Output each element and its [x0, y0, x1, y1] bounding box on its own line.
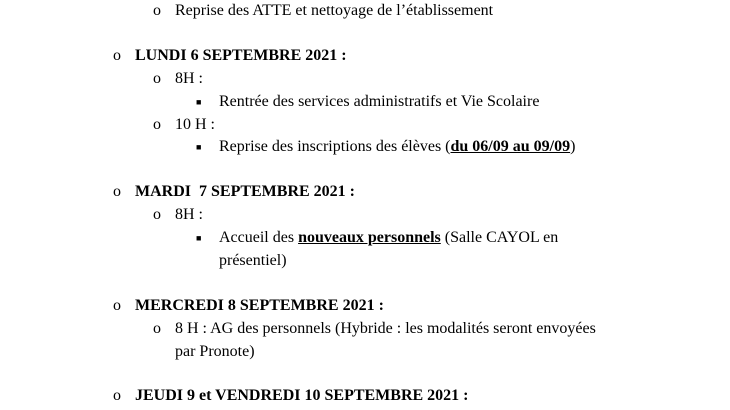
subitem-text-part: Accueil des [219, 229, 299, 246]
subitem-text-part: ) [570, 138, 576, 155]
list-subitem-text: Rentrée des services administratifs et Vie Scolaire [219, 93, 540, 110]
square-bullet-icon: ■ [196, 97, 202, 107]
subitem-text-emphasis: nouveaux personnels [298, 229, 441, 246]
subitem-text-emphasis: du 06/09 au 09/09 [450, 138, 571, 155]
list-item-text: Reprise des ATTE et nettoyage de l’établissement [175, 2, 494, 19]
list-item-text-continued: par Pronote) [175, 343, 255, 360]
section-bullet: o [113, 47, 121, 64]
square-bullet-icon: ■ [196, 233, 202, 243]
section-bullet: o [113, 387, 121, 404]
square-bullet-icon: ■ [196, 142, 202, 152]
list-subitem-text [219, 228, 558, 248]
section-bullet: o [113, 297, 121, 314]
list-item-time: 8H : [175, 206, 203, 223]
list-bullet: o [153, 70, 161, 87]
section-bullet: o [113, 183, 121, 200]
list-subitem-text-continued: présentiel) [219, 252, 287, 269]
list-bullet: o [153, 116, 161, 133]
list-subitem-text [219, 137, 575, 157]
list-item-time: 8H : [175, 70, 203, 87]
list-bullet: o [153, 320, 161, 337]
list-item-text: 8 H : AG des personnels (Hybride : les modalités seront envoyées [175, 320, 596, 337]
subitem-text-part: (Salle CAYOL en [440, 229, 559, 246]
section-heading-lundi: LUNDI 6 SEPTEMBRE 2021 : [135, 47, 347, 64]
section-heading-mercredi: MERCREDI 8 SEPTEMBRE 2021 : [135, 297, 384, 314]
list-item-time: 10 H : [175, 116, 215, 133]
subitem-text-part: Reprise des inscriptions des élèves ( [219, 138, 451, 155]
section-heading-mardi: MARDI 7 SEPTEMBRE 2021 : [135, 183, 356, 200]
list-bullet: o [153, 2, 161, 19]
list-bullet: o [153, 206, 161, 223]
section-heading-jeudi-vendredi: JEUDI 9 et VENDREDI 10 SEPTEMBRE 2021 : [135, 387, 469, 404]
